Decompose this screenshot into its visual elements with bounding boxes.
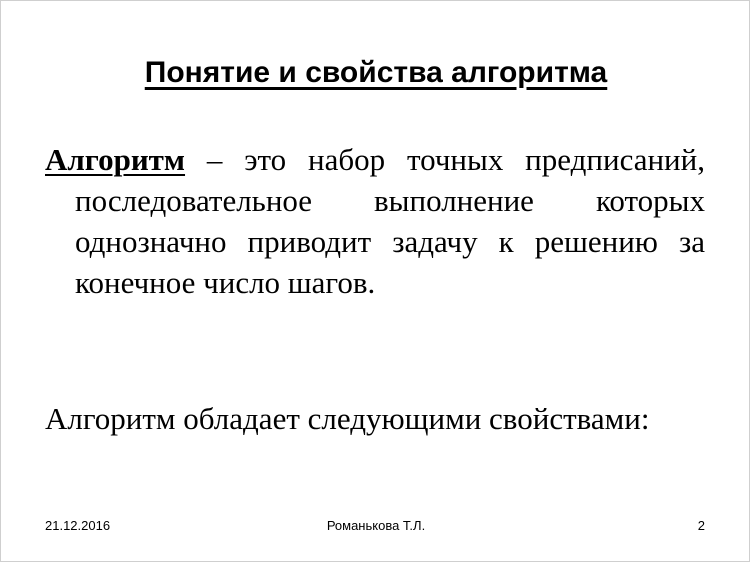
- slide-title-text: Понятие и свойства алгоритма: [144, 56, 608, 89]
- slide-title: [1, 51, 750, 95]
- definition-paragraph: [45, 139, 705, 303]
- footer-author: Романькова Т.Л.: [326, 518, 426, 533]
- footer-page-number: 2: [697, 518, 705, 533]
- definition-text: – это набор точных предписаний, последовательное выполнение которых однозначно приводит задачу к решению за конечное число шагов.: [75, 142, 705, 300]
- properties-intro: Алгоритм обладает следующими свойствами:: [45, 401, 650, 436]
- definition-term: Алгоритм: [45, 142, 186, 177]
- footer-date: 21.12.2016: [45, 518, 111, 533]
